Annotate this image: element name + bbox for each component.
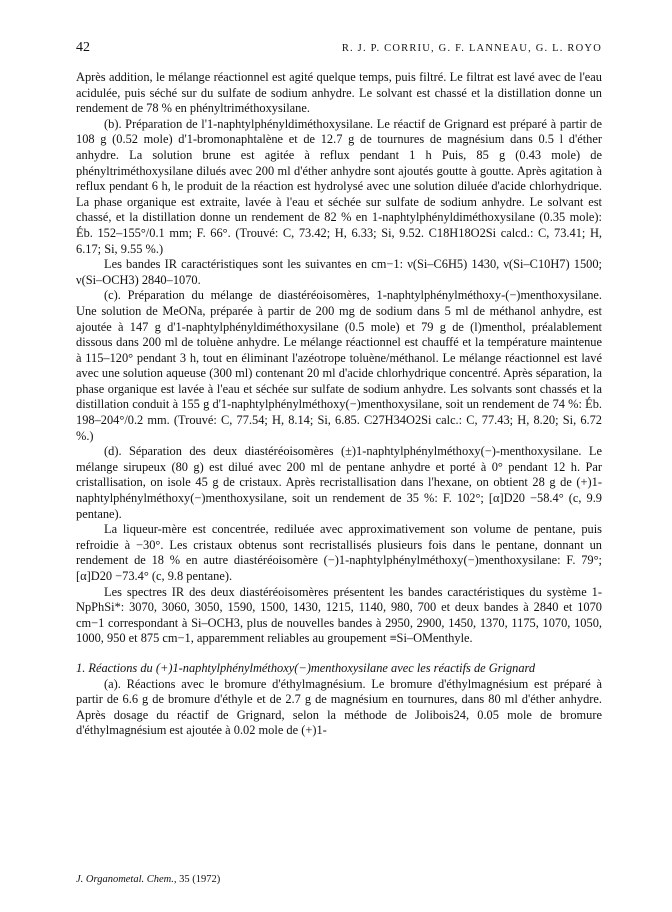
- journal-volume: 35 (1972): [179, 874, 221, 885]
- paragraph-continuation: Après addition, le mélange réactionnel est agité quelque temps, puis filtré. Le filtrat est lavé avec de l'eau acidulée, puis séché sur du sulfate de sodium anhydre. Le solvant est chassé et la distillation donne un rendement de 78 % en phényltriméthoxysilane.: [76, 70, 602, 116]
- section-heading-reactions: 1. Réactions du (+)1-naphtylphénylméthoxy(−)menthoxysilane avec les réactifs de Grignard: [76, 660, 536, 675]
- article-body: [76, 70, 602, 739]
- paragraph-ir-spectra: Les spectres IR des deux diastéréoisomères présentent les bandes caractéristiques du système 1-NpPhSi*: 3070, 3060, 3050, 1590, 1500, 1430, 1215, 1140, 980, 700 et deux bandes à 2840 et 1070 cm−1 correspondant à Si–OCH3, plus de nouvelles bandes à 2950, 2900, 1450, 1370, 1175, 1070, 1050, 1000, 950 et 875 cm−1, apparemment reliables au groupement ≡Si–OMenthyle.: [76, 584, 602, 646]
- running-head: R. J. P. CORRIU, G. F. LANNEAU, G. L. ROYO: [341, 43, 602, 54]
- paragraph-ir-bands: Les bandes IR caractéristiques sont les suivantes en cm−1: ν(Si–C6H5) 1430, ν(Si–C10H7) 1500; ν(Si–OCH3) 2840–1070.: [76, 257, 602, 287]
- journal-name: J. Organometal. Chem.,: [76, 874, 177, 885]
- paragraph-section-d: (d). Séparation des deux diastéréoisomères (±)1-naphtylphénylméthoxy(−)-menthoxysilane. Le mélange sirupeux (80 g) est dilué avec 200 ml de pentane anhydre et porté à 0° pendant 12 h. Par cristallisation, on isole 45 g de cristaux. Après recristallisation dans l'hexane, on obtient 28 g de (+)1-naphtylphénylméthoxy(−)menthoxysilane, soit un rendement de 35 %: F. 102°; [α]D20 −58.4° (c, 9.9 pentane).: [76, 444, 602, 521]
- page-header: [76, 40, 602, 62]
- paragraph-section-c: (c). Préparation du mélange de diastéréoisomères, 1-naphtylphénylméthoxy-(−)menthoxysilane. Une solution de MeONa, préparée à partir de 200 mg de sodium dans 5 ml de méthanol anhydre, est ajoutée à 147 g d'1-naphtylphényldiméthoxysilane (0.5 mole) et 79 g de (l)menthol, préalablement dissous dans 200 ml de toluène anhydre. Le mélange réactionnel est chauffé et la température maintenue à 115–120° pendant 3 h, tout en éliminant l'azéotrope toluène/méthanol. Le mélange réactionnel est lavé avec une solution aqueuse (300 ml) contenant 20 ml d'acide chlorhydrique concentré. Après séparation, la phase organique est lavée à l'eau et séchée sur sulfate de sodium anhydre. Les solvants sont chassés et la distillation conduit à 155 g d'1-naphtylphénylméthoxy(−)menthoxysilane, soit un rendement de 74 %: Éb. 198–204°/0.2 mm. (Trouvé: C, 77.54; H, 8.14; Si, 6.85. C27H34O2Si calc.: C, 77.43; H, 8.20; Si, 6.72 %.): [76, 288, 602, 443]
- paragraph-section-b: (b). Préparation de l'1-naphtylphényldiméthoxysilane. Le réactif de Grignard est préparé à partir de 108 g (0.52 mole) d'1-bromonaphtalène et de 12.7 g de tournures de magnésium dans 0.5 l d'éther anhydre. La solution brune est agitée à reflux pendant 1 h Puis, 85 g (0.43 mole) de phényltriméthoxysilane dilués avec 200 ml d'éther anhydre sont ajoutés goutte à goutte. Après agitation à reflux pendant 6 h, le produit de la réaction est hydrolysé avec une solution diluée d'acide chlorhydrique. La phase organique est extraite, lavée à l'eau et séchée sur sulfate de sodium anhydre. Le solvant est chassé, et la distillation donne un rendement de 82 % en 1-naphtylphényldiméthoxysilane (0.35 mole): Éb. 152–155°/0.1 mm; F. 66°. (Trouvé: C, 73.42; H, 6.33; Si, 9.52. C18H18O2Si calcd.: C, 73.41; H, 6.17; Si, 9.55 %.): [76, 116, 602, 256]
- page-footer: [76, 874, 220, 885]
- paragraph-section-a-reactions: (a). Réactions avec le bromure d'éthylmagnésium. Le bromure d'éthylmagnésium est préparé à partir de 6.6 g de bromure d'éthyle et de 2.7 g de magnésium en tournures, dans 80 ml d'éther anhydre. Après dosage du réactif de Grignard, selon la méthode de Jolibois24, 0.05 mole de bromure d'éthylmagnésium est ajoutée à 0.02 mole de (+)1-: [76, 676, 602, 738]
- paragraph-mother-liquor: La liqueur-mère est concentrée, rediluée avec approximativement son volume de pentane, puis refroidie à −30°. Les cristaux obtenus sont recristallisés plusieurs fois dans le pentane, donnant un rendement de 18 % en autre diastéréoisomère (−)1-naphtylphénylméthoxy(−)menthoxysilane: F. 79°; [α]D20 −73.4° (c, 9.8 pentane).: [76, 522, 602, 583]
- page-number: 42: [76, 40, 90, 55]
